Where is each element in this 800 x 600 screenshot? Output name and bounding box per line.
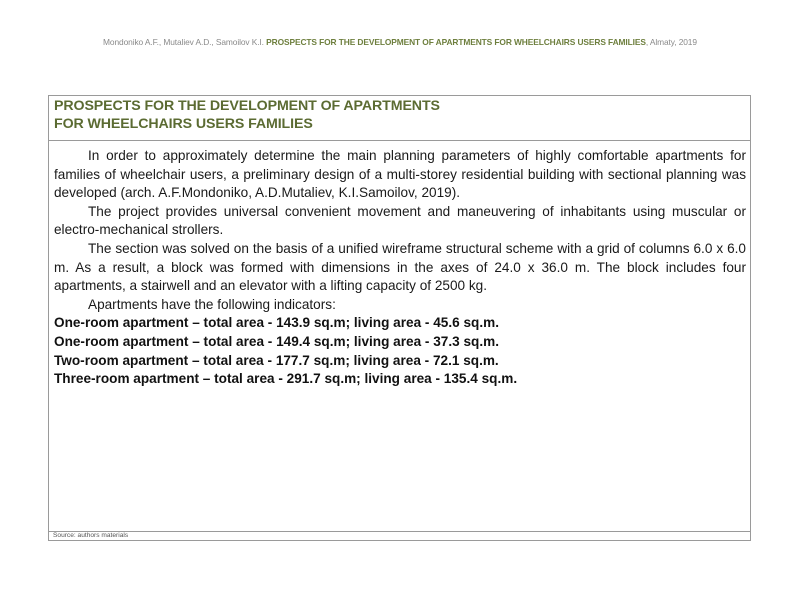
- indicator-two-room: Two-room apartment – total area - 177.7 sq.m; living area - 72.1 sq.m.: [54, 352, 499, 368]
- paragraph-section: The section was solved on the basis of a unified wireframe structural scheme with a grid of columns 6.0 x 6.0 m. As a result, a block was formed with dimensions in the axes of 24.0 x 36.0 m. The block includes four apartments, a stairwell and an elevator with a lifting capacity of 2500 kg.: [54, 240, 746, 294]
- paragraph-intro: In order to approximately determine the main planning parameters of highly comfortable apartments for families of wheelchair users, a preliminary design of a multi-storey residential building with sectional planning was developed (arch. A.F.Mondoniko, A.D.Mutaliev, K.I.Samoilov, 2019).: [54, 148, 746, 201]
- table-title-line-1: PROSPECTS FOR THE DEVELOPMENT OF APARTMENTS: [54, 98, 440, 114]
- indicator-one-room-2: One-room apartment – total area - 149.4 sq.m; living area - 37.3 sq.m.: [54, 333, 499, 349]
- content-table: [48, 95, 751, 541]
- source-note: Source: authors materials: [53, 532, 129, 539]
- table-content-cell: [49, 141, 750, 532]
- running-header: [0, 37, 800, 47]
- paragraph-indicators-lead: Apartments have the following indicators:: [88, 296, 336, 312]
- paragraph-project: The project provides universal convenient movement and maneuvering of inhabitants using muscular or electro-mechanical strollers.: [54, 203, 746, 238]
- table-title-cell: [49, 96, 750, 141]
- header-place-year: , Almaty, 2019: [645, 37, 697, 47]
- table-title-line-2: FOR WHEELCHAIRS USERS FAMILIES: [54, 116, 313, 132]
- indicator-one-room-1: One-room apartment – total area - 143.9 sq.m; living area - 45.6 sq.m.: [54, 315, 499, 331]
- header-title: PROSPECTS FOR THE DEVELOPMENT OF APARTMENTS FOR WHEELCHAIRS USERS FAMILIES: [266, 37, 646, 47]
- header-authors: Mondoniko A.F., Mutaliev A.D., Samoilov K.I.: [103, 37, 264, 47]
- indicator-three-room: Three-room apartment – total area - 291.7 sq.m; living area - 135.4 sq.m.: [54, 371, 518, 387]
